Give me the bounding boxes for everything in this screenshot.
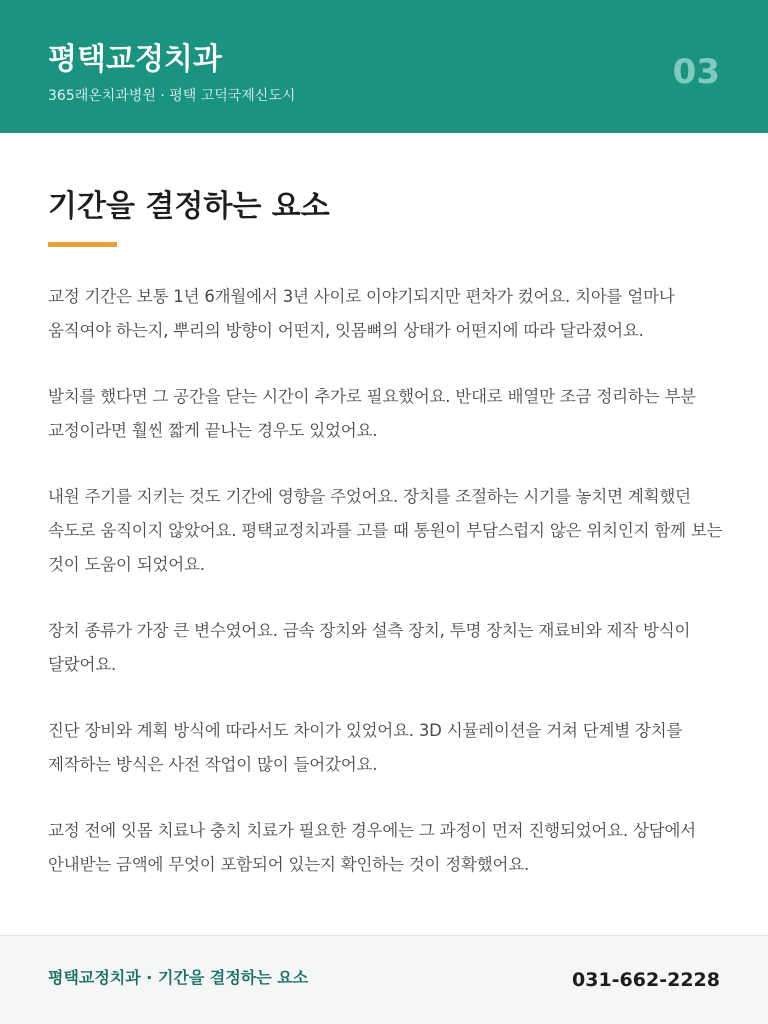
article-body: [48, 280, 728, 914]
section-title: 기간을 결정하는 요소: [48, 189, 330, 224]
paragraph: 발치를 했다면 그 공간을 닫는 시간이 추가로 필요했어요. 반대로 배열만 조금 정리하는 부분 교정이라면 훨씬 짧게 끝나는 경우도 있었어요.: [48, 387, 696, 440]
page-footer: [0, 935, 768, 1024]
paragraph: 진단 장비와 계획 방식에 따라서도 차이가 있었어요. 3D 시뮬레이션을 거쳐 단계별 장치를 제작하는 방식은 사전 작업이 많이 들어갔어요.: [48, 721, 683, 774]
phone-number[interactable]: 031-662-2228: [572, 969, 720, 991]
paragraph: 교정 전에 잇몸 치료나 충치 치료가 필요한 경우에는 그 과정이 먼저 진행되었어요. 상담에서 안내받는 금액에 무엇이 포함되어 있는지 확인하는 것이 정확했어요.: [48, 821, 696, 874]
page-number: 03: [672, 52, 720, 92]
paragraph: 장치 종류가 가장 큰 변수였어요. 금속 장치와 설측 장치, 투명 장치는 재료비와 제작 방식이 달랐어요.: [48, 621, 691, 674]
clinic-subtitle: 365래온치과병원 · 평택 고덕국제신도시: [48, 88, 296, 104]
clinic-name: 평택교정치과: [48, 42, 222, 77]
paragraph: 내원 주기를 지키는 것도 기간에 영향을 주었어요. 장치를 조절하는 시기를 놓치면 계획했던 속도로 움직이지 않았어요. 평택교정치과를 고를 때 통원이 부담스럽지 않은 위치인지 함께 보는 것이 도움이 되었어요.: [48, 487, 723, 574]
title-underline: [48, 242, 117, 247]
page-header: [0, 0, 768, 133]
paragraph: 교정 기간은 보통 1년 6개월에서 3년 사이로 이야기되지만 편차가 컸어요. 치아를 얼마나 움직여야 하는지, 뿌리의 방향이 어떤지, 잇몸뼈의 상태가 어떤지에 따라 달라졌어요.: [48, 287, 675, 340]
footer-label: 평택교정치과 · 기간을 결정하는 요소: [48, 968, 309, 987]
